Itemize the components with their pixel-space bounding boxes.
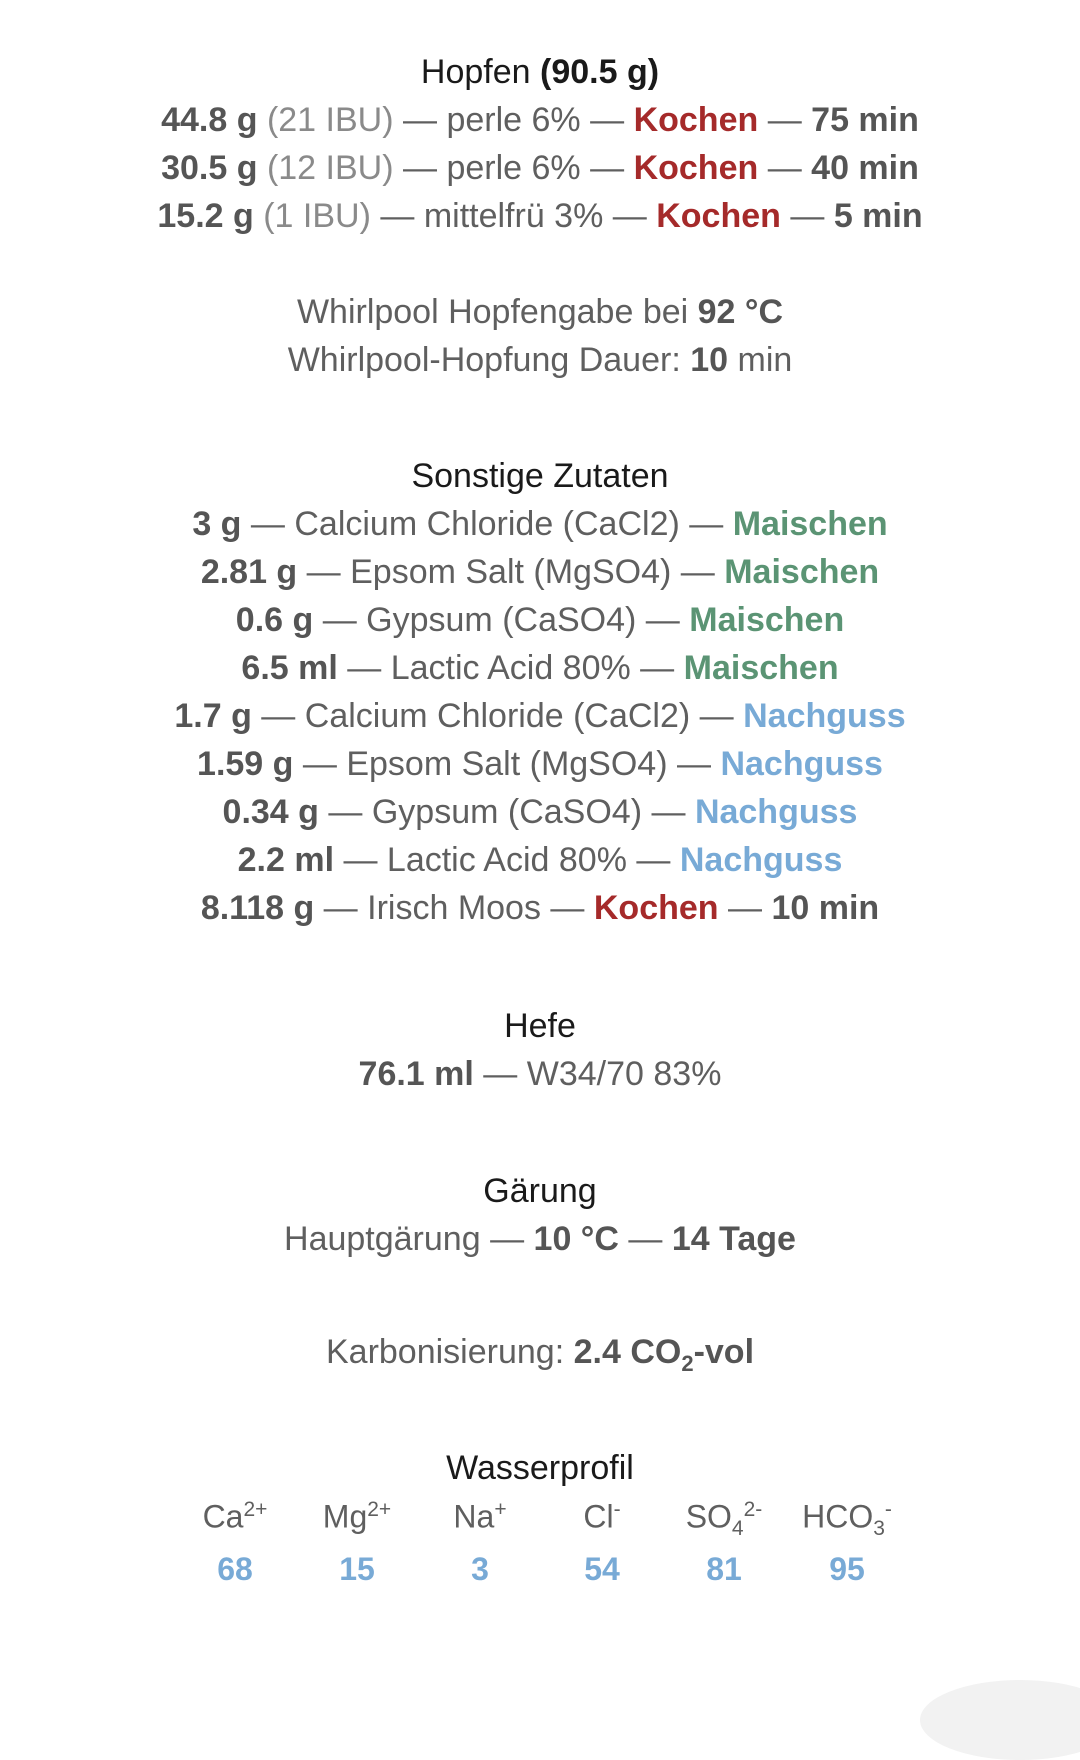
yeast-line: 76.1 ml — W34/70 83% xyxy=(358,1055,722,1093)
whirlpool-duration-unit: min xyxy=(737,341,793,379)
list-item: 0.34 g — Gypsum (CaSO4) — Nachguss xyxy=(222,793,858,831)
ion-label xyxy=(175,1490,295,1549)
hop-amount: 44.8 g xyxy=(161,101,258,139)
item-amount: 0.6 g xyxy=(235,601,314,639)
item-name: Lactic Acid 80% xyxy=(390,649,631,687)
item-amount: 1.59 g xyxy=(197,745,294,783)
hop-amount: 30.5 g xyxy=(161,149,258,187)
ion-label xyxy=(420,1490,540,1549)
whirlpool-temp: 92 °C xyxy=(697,293,784,331)
fermentation-line: Hauptgärung — 10 °C — 14 Tage xyxy=(284,1220,796,1258)
carbonation-value xyxy=(573,1333,755,1376)
ion-sodium xyxy=(420,1490,540,1589)
hops-title: Hopfen xyxy=(420,53,531,91)
item-amount: 6.5 ml xyxy=(241,649,338,687)
hop-row: 44.8 g (21 IBU) — perle 6% — Kochen — 75 min xyxy=(161,101,919,139)
ion-label xyxy=(787,1490,907,1549)
item-name: Gypsum (CaSO4) xyxy=(371,793,643,831)
list-item: 2.81 g — Epsom Salt (MgSO4) — Maischen xyxy=(200,553,880,591)
whirlpool-duration-label: Whirlpool-Hopfung Dauer: xyxy=(287,341,681,379)
item-name: Epsom Salt (MgSO4) xyxy=(346,745,668,783)
item-amount: 2.2 ml xyxy=(237,841,335,879)
ion-base: Cl xyxy=(583,1498,614,1535)
item-stage: Nachguss xyxy=(694,793,858,831)
ion-value: 15 xyxy=(339,1551,375,1588)
carbonation-label: Karbonisierung: xyxy=(325,1333,565,1371)
yeast-amount: 76.1 ml xyxy=(358,1055,474,1093)
whirlpool-temp-line xyxy=(0,288,1080,336)
item-amount: 8.118 g xyxy=(200,889,315,927)
ion-label xyxy=(297,1490,417,1549)
list-item: 2.2 ml — Lactic Acid 80% — Nachguss xyxy=(237,841,843,879)
ion-magnesium xyxy=(297,1490,417,1589)
ion-sub: 4 xyxy=(731,1517,744,1541)
ion-calcium xyxy=(175,1490,295,1589)
ion-charge: + xyxy=(494,1498,507,1521)
hops-section xyxy=(0,52,1080,240)
yeast-heading: Hefe xyxy=(504,1007,576,1045)
ion-charge: - xyxy=(884,1498,892,1521)
whirlpool-duration-line xyxy=(0,336,1080,384)
water-ions xyxy=(0,1490,1080,1588)
hop-stage: Kochen xyxy=(656,197,781,235)
yeast-section xyxy=(0,1006,1080,1098)
hop-stage: Kochen xyxy=(633,101,759,139)
ion-value: 95 xyxy=(829,1551,865,1588)
hop-stage: Kochen xyxy=(633,149,759,187)
hop-name: mittelfrü 3% xyxy=(423,197,604,235)
carbonation-unit-sub: 2 xyxy=(681,1350,694,1376)
hop-ibu: (21 IBU) xyxy=(266,101,394,139)
item-stage: Maischen xyxy=(732,505,888,543)
hop-row: 15.2 g (1 IBU) — mittelfrü 3% — Kochen — 5 min xyxy=(157,197,923,235)
list-item: 0.6 g — Gypsum (CaSO4) — Maischen xyxy=(235,601,845,639)
ion-base: HCO xyxy=(802,1498,874,1535)
hops-total: (90.5 g) xyxy=(540,53,660,91)
item-amount: 0.34 g xyxy=(222,793,319,831)
water-heading: Wasserprofil xyxy=(446,1449,634,1487)
whirlpool-temp-label: Whirlpool Hopfengabe bei xyxy=(296,293,689,331)
yeast-name: W34/70 83% xyxy=(526,1055,722,1093)
list-item: 6.5 ml — Lactic Acid 80% — Maischen xyxy=(241,649,839,687)
corner-shadow xyxy=(920,1680,1080,1760)
hop-time: 75 min xyxy=(811,101,919,139)
ion-label xyxy=(542,1490,662,1549)
carbonation-unit: CO xyxy=(630,1333,682,1371)
ion-bicarbonate xyxy=(787,1490,907,1589)
ion-base: Na xyxy=(453,1498,495,1535)
carbonation-unit-suffix: -vol xyxy=(693,1333,755,1371)
item-amount: 1.7 g xyxy=(174,697,252,735)
item-stage: Nachguss xyxy=(743,697,906,735)
hop-name: perle 6% xyxy=(446,149,581,187)
ion-sub: 3 xyxy=(873,1517,885,1541)
hop-row: 30.5 g (12 IBU) — perle 6% — Kochen — 40 min xyxy=(161,149,919,187)
ion-charge: 2+ xyxy=(367,1498,392,1521)
fermentation-duration: 14 Tage xyxy=(671,1220,796,1258)
item-stage: Maischen xyxy=(683,649,839,687)
item-stage: Maischen xyxy=(724,553,880,591)
item-name: Calcium Chloride (CaCl2) xyxy=(294,505,680,543)
ion-base: SO xyxy=(685,1498,732,1535)
item-name: Calcium Chloride (CaCl2) xyxy=(304,697,691,735)
carbonation-number: 2.4 xyxy=(573,1333,621,1371)
fermentation-heading: Gärung xyxy=(483,1172,597,1210)
carbonation-line xyxy=(0,1328,1080,1376)
list-item: 1.59 g — Epsom Salt (MgSO4) — Nachguss xyxy=(197,745,883,783)
whirlpool-duration-value: 10 xyxy=(690,341,729,379)
hop-name: perle 6% xyxy=(446,101,581,139)
item-name: Lactic Acid 80% xyxy=(386,841,627,879)
other-section xyxy=(0,456,1080,932)
item-stage: Kochen xyxy=(593,889,719,927)
ion-value: 3 xyxy=(471,1551,489,1588)
ion-value: 54 xyxy=(584,1551,620,1588)
list-item: 1.7 g — Calcium Chloride (CaCl2) — Nachguss xyxy=(174,697,906,735)
ion-charge: 2+ xyxy=(243,1498,268,1521)
list-item: 3 g — Calcium Chloride (CaCl2) — Maischen xyxy=(192,505,888,543)
hop-ibu: (1 IBU) xyxy=(263,197,371,235)
list-item: 8.118 g — Irisch Moos — Kochen — 10 min xyxy=(200,889,880,927)
item-amount: 2.81 g xyxy=(200,553,298,591)
item-name: Gypsum (CaSO4) xyxy=(366,601,637,639)
ion-charge: 2- xyxy=(743,1498,763,1521)
ion-value: 81 xyxy=(706,1551,742,1588)
ion-value: 68 xyxy=(217,1551,253,1588)
hop-time: 5 min xyxy=(833,197,923,235)
other-list xyxy=(0,500,1080,932)
other-heading: Sonstige Zutaten xyxy=(411,457,669,495)
item-amount: 3 g xyxy=(192,505,242,543)
ion-sulfate xyxy=(664,1490,784,1589)
ion-base: Ca xyxy=(202,1498,244,1535)
hop-ibu: (12 IBU) xyxy=(266,149,394,187)
fermentation-stage: Hauptgärung xyxy=(284,1220,481,1258)
hop-amount: 15.2 g xyxy=(157,197,254,235)
fermentation-section xyxy=(0,1171,1080,1263)
ion-base: Mg xyxy=(322,1498,368,1535)
item-stage: Nachguss xyxy=(720,745,883,783)
ion-charge: - xyxy=(613,1498,621,1521)
water-section xyxy=(0,1448,1080,1488)
ion-chloride xyxy=(542,1490,662,1589)
fermentation-temp: 10 °C xyxy=(533,1220,619,1258)
carbonation-section xyxy=(0,1328,1080,1376)
ion-label xyxy=(664,1490,784,1549)
hops-heading xyxy=(0,52,1080,92)
hop-time: 40 min xyxy=(811,149,919,187)
item-time: 10 min xyxy=(771,889,880,927)
item-name: Irisch Moos xyxy=(367,889,541,927)
item-stage: Nachguss xyxy=(679,841,843,879)
item-stage: Maischen xyxy=(689,601,845,639)
whirlpool-section xyxy=(0,288,1080,384)
item-name: Epsom Salt (MgSO4) xyxy=(350,553,672,591)
